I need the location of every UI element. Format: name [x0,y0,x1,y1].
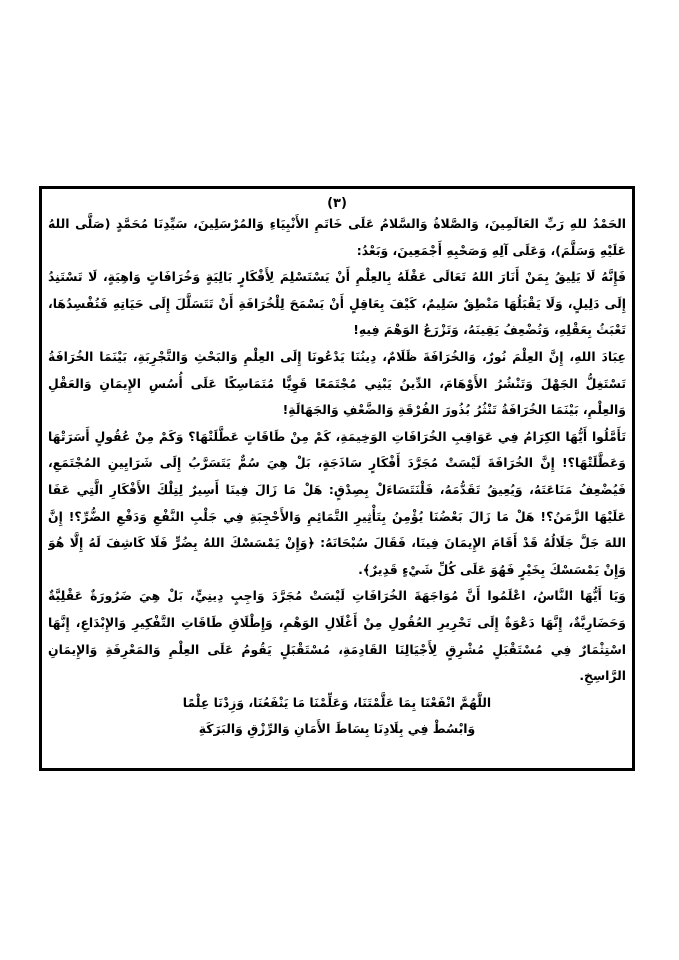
paragraph-1: فَإِنَّهُ لَا يَلِيقُ بِمَنْ أَنَارَ اللهُ تَعَالَى عَقْلَهُ بِالعِلْمِ أَنْ يَسْتَسْلِمَ لِأَفْكَارٍ بَالِيَةٍ وَخُرَافَاتٍ وَاهِيَةٍ، لَا تَسْتَنِدُ إِلَى دَلِيلٍ، وَلَا يَقْبَلُهَا مَنْطِقٌ سَلِيمٌ، كَيْفَ بِعَاقِلٍ أَنْ يَسْمَحَ لِلْخُرَافَةِ أَنْ تَتَسَلَّلَ إِلَى حَيَاتِهِ فَتُفْسِدُهَا، تَعْبَثُ بِعَقْلِهِ، وَتُضْعِفُ يَقِينَهُ، وَتَزْرَعُ الوَهْمَ فِيهِ! [48,269,626,338]
paragraph-2: عِبَادَ اللهِ، إِنَّ العِلْمَ نُورٌ، وَالخُرَافَةَ ظَلَامٌ، دِينُنَا يَدْعُونَا إِلَى العِلْمِ وَالبَحْثِ وَالتَّجْرِبَةِ، بَيْنَمَا الخُرَافَةُ تَسْتَغِلُّ الجَهْلَ وَتَنْشُرُ الأَوْهَامَ، الدِّينُ يَبْنِي مُجْتَمَعًا قَوِيًّا مُتَمَاسِكًا عَلَى أُسُسِ الإِيمَانِ وَالعَقْلِ وَالعِلْمِ، بَيْنَمَا الخُرَافَةُ تَنْثُرُ بُذُورَ الفُرْقَةِ وَالضَّعْفِ وَالجَهَالَةِ! [48,348,626,418]
paragraph-3: تَأَمَّلُوا أَيُّهَا الكِرَامُ فِي عَوَاقِبِ الخُرَافَاتِ الوَخِيمَةِ، كَمْ مِنْ طَاقَاتٍ عَطَّلَتْهَا؟ وَكَمْ مِنْ عُقُولٍ أَسَرَتْهَا وَعَطَّلَتْهَا؟! إِنَّ الخُرَافَةَ لَيْسَتْ مُجَرَّدَ أَفْكَارٍ سَاذَجَةٍ، بَلْ هِيَ سُمٌّ يَتَسَرَّبُ إِلَى شَرَايِينِ المُجْتَمَعِ، فَيُضْعِفُ مَنَاعَتَهُ، وَيُعِيقُ تَقَدُّمَهُ، فَلْنَتَسَاءَلْ بِصِدْقٍ: هَلْ مَا زَالَ فِينَا أَسِيرٌ لِتِلْكَ الأَفْكَارِ الَّتِي عَفَا عَلَيْهَا الزَّمَنُ؟! هَلْ مَا زَالَ بَعْضُنَا يُؤْمِنُ بِتَأْثِيرِ التَّمَائِمِ وَالأَحْجِبَةِ فِي جَلْبِ النَّفْعِ وَدَفْعِ الضُّرِّ؟! إِنَّ اللهَ جَلَّ جَلَالُهُ قَدْ أَقَامَ الإِيمَانَ فِينَا، فَقَالَ سُبْحَانَهُ: ﴿وَإِنْ يَمْسَسْكَ اللهُ بِضُرٍّ فَلَا كَاشِفَ لَهُ إِلَّا هُوَ وَإِنْ يَمْسَسْكَ بِخَيْرٍ فَهُوَ عَلَى كُلِّ شَيْءٍ قَدِيرٌ﴾. [48,428,626,577]
sermon-text [48,195,626,764]
paragraph-4: وَيَا أَيُّهَا النَّاسُ، اعْلَمُوا أَنَّ مُوَاجَهَةَ الخُرَافَاتِ لَيْسَتْ مُجَرَّدَ وَاجِبٍ دِينِيٍّ، بَلْ هِيَ ضَرُورَةٌ عَقْلِيَّةٌ وَحَضَارِيَّةٌ، إِنَّهَا دَعْوَةٌ إِلَى تَحْرِيرِ العُقُولِ مِنْ أَغْلَالِ الوَهْمِ، وَإِطْلَاقِ طَاقَاتِ التَّفْكِيرِ وَالإِبْدَاعِ، إِنَّهَا اسْتِثْمَارٌ فِي مُسْتَقْبَلٍ مُشْرِقٍ لِأَجْيَالِنَا القَادِمَةِ، مُسْتَقْبَلٍ يَقُومُ عَلَى العِلْمِ وَالمَعْرِفَةِ وَالإِيمَانِ الرَّاسِخِ. [48,588,626,684]
closing-prayer-line-2: وَابْسُطْ فِي بِلَادِنَا بِسَاطَ الأَمَانِ وَالرِّزْقِ وَالبَرَكَةِ [198,721,476,737]
closing-prayer-line-1: اللَّهُمَّ انْفَعْنَا بِمَا عَلَّمْتَنَا، وَعَلِّمْنَا مَا يَنْفَعُنَا، وَزِدْنَا عِلْمًا [182,694,492,710]
page-number: (٣) [327,196,347,211]
page-frame [39,186,635,771]
opening-praise-paragraph: الحَمْدُ للهِ رَبِّ العَالَمِينَ، وَالصَّلاةُ وَالسَّلامُ عَلَى خَاتَمِ الأَنْبِيَاءِ وَالمُرْسَلِينَ، سَيِّدِنَا مُحَمَّدٍ (صَلَّى اللهُ عَلَيْهِ وَسَلَّمَ)، وَعَلَى آلِهِ وَصَحْبِهِ أَجْمَعِينَ، وَبَعْدُ: [48,216,626,258]
